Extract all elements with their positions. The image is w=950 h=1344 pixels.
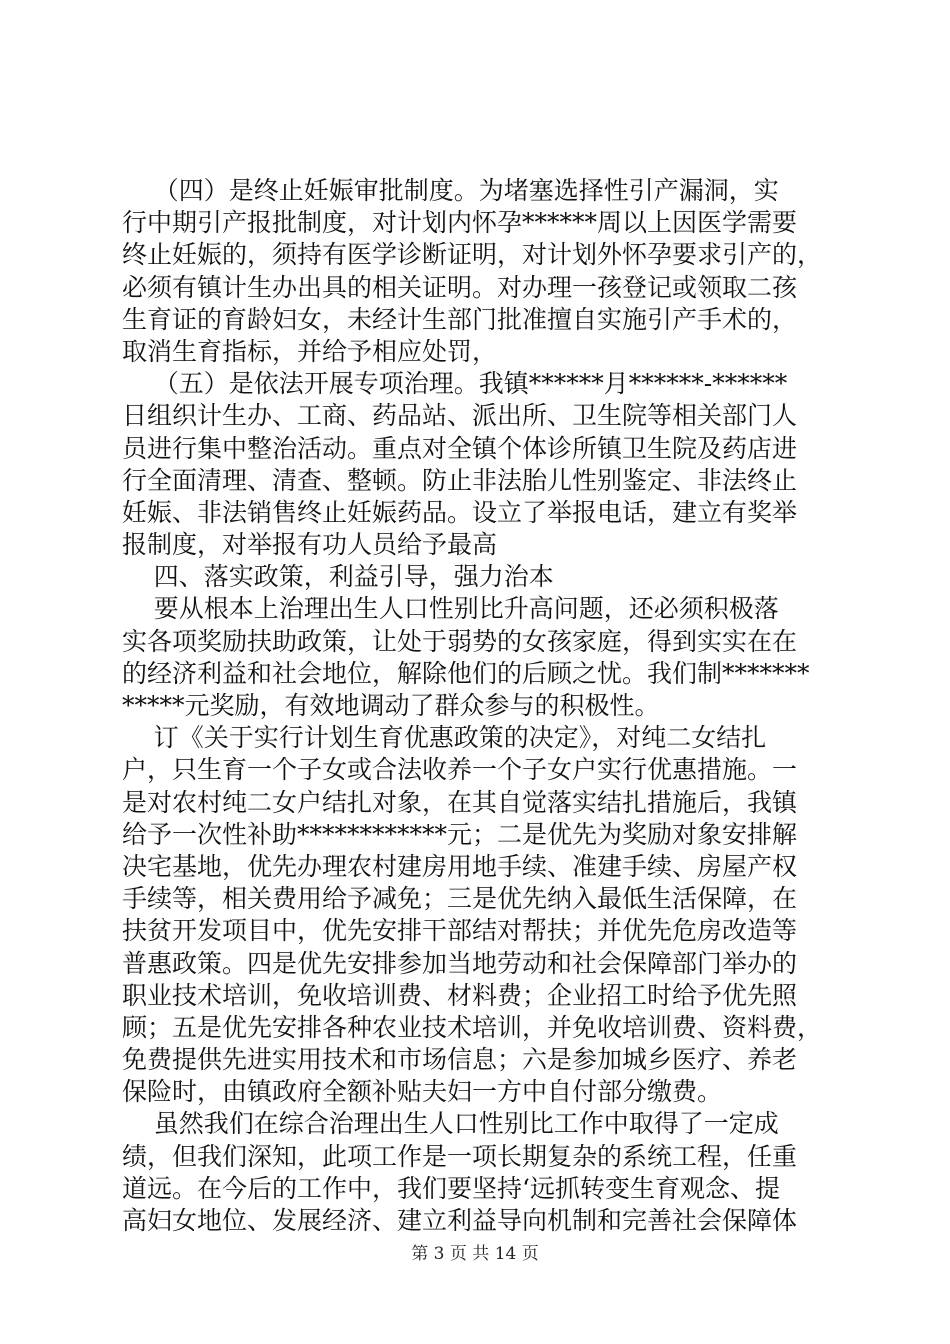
text-line: 是对农村纯二女户结扎对象，在其自觉落实结扎措施后，我镇 xyxy=(122,787,798,817)
text-line: 决宅基地，优先办理农村建房用地手续、准建手续、房屋产权 xyxy=(122,851,798,881)
text-line: 免费提供先进实用技术和市场信息；六是参加城乡医疗、养老 xyxy=(122,1045,798,1075)
text-line: 员进行集中整治活动。重点对全镇个体诊所镇卫生院及药店进 xyxy=(122,433,798,463)
text-line: （四）是终止妊娠审批制度。为堵塞选择性引产漏洞，实 xyxy=(122,176,779,205)
page-number-footer: 第 3 页 共 14 页 xyxy=(411,1244,539,1264)
text-line: 给予一次性补助************元；二是优先为奖励对象安排解 xyxy=(122,819,798,849)
text-line: 必须有镇计生办出具的相关证明。对办理一孩登记或领取二孩 xyxy=(122,272,798,302)
text-line: 户，只生育一个子女或合法收养一个子女户实行优惠措施。一 xyxy=(122,755,798,785)
text-line: 手续等，相关费用给予减免；三是优先纳入最低生活保障，在 xyxy=(122,884,798,914)
text-line: 妊娠、非法销售终止妊娠药品。设立了举报电话，建立有奖举 xyxy=(122,497,798,527)
text-line: 要从根本上治理出生人口性别比升高问题，还必须积极落 xyxy=(122,594,779,624)
body-text xyxy=(122,175,842,1237)
text-line: 道远。在今后的工作中，我们要坚持‘远抓转变生育观念、提 xyxy=(122,1173,780,1203)
text-line: 的经济利益和社会地位，解除他们的后顾之忧。我们制******* xyxy=(122,658,810,688)
text-line: 订《关于实行计划生育优惠政策的决定》，对纯二女结扎 xyxy=(122,723,767,753)
text-line: 虽然我们在综合治理出生人口性别比工作中取得了一定成 xyxy=(122,1109,779,1139)
text-line: 取消生育指标，并给予相应处罚， xyxy=(122,336,498,366)
text-line: 扶贫开发项目中，优先安排干部结对帮扶；并优先危房改造等 xyxy=(122,916,798,946)
text-line: 生育证的育龄妇女，未经计生部门批准擅自实施引产手术的， xyxy=(122,304,798,334)
text-line: 行中期引产报批制度，对计划内怀孕******周以上因医学需要 xyxy=(122,208,798,238)
text-line: *****元奖励，有效地调动了群众参与的积极性。 xyxy=(122,691,660,720)
text-line: 报制度，对举报有功人员给予最高 xyxy=(122,530,498,560)
text-line: 保险时，由镇政府全额补贴夫妇一方中自付部分缴费。 xyxy=(122,1077,723,1107)
text-line: 行全面清理、清查、整顿。防止非法胎儿性别鉴定、非法终止 xyxy=(122,465,798,495)
text-line: 日组织计生办、工商、药品站、派出所、卫生院等相关部门人 xyxy=(122,401,798,431)
text-line: 绩，但我们深知，此项工作是一项长期复杂的系统工程，任重 xyxy=(122,1141,798,1171)
text-line: 高妇女地位、发展经济、建立利益导向机制和完善社会保障体 xyxy=(122,1206,798,1235)
text-line: 职业技术培训，免收培训费、材料费；企业招工时给予优先照 xyxy=(122,980,798,1010)
text-line: （五）是依法开展专项治理。我镇******月******-****** xyxy=(122,369,788,399)
text-line: 终止妊娠的，须持有医学诊断证明，对计划外怀孕要求引产的， xyxy=(122,240,823,270)
text-line: 顾；五是优先安排各种农业技术培训，并免收培训费、资料费， xyxy=(122,1012,823,1042)
section-heading: 四、落实政策，利益引导，强力治本 xyxy=(122,562,554,592)
text-line: 普惠政策。四是优先安排参加当地劳动和社会保障部门举办的 xyxy=(122,948,798,978)
text-line: 实各项奖励扶助政策，让处于弱势的女孩家庭，得到实实在在 xyxy=(122,626,798,656)
